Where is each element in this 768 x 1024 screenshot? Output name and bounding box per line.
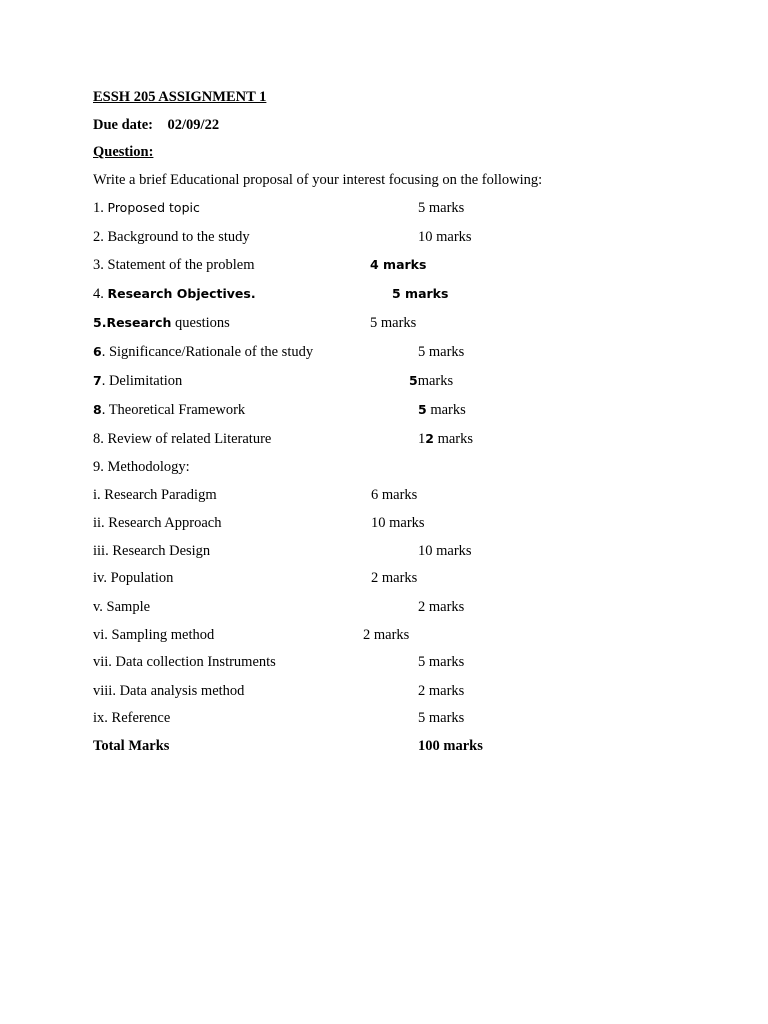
item-label: . Delimitation (101, 373, 183, 389)
instruction-text: Write a brief Educational proposal of your interest focusing on the following: (93, 172, 543, 188)
item-label: Background to the study (107, 229, 250, 245)
list-item: 3. Statement of the problem (93, 257, 255, 273)
list-item: 8. Review of related Literature (93, 431, 272, 447)
methodology-marks: 6 marks (371, 487, 418, 503)
list-item: 1. Proposed topic (93, 200, 200, 216)
item-label: Research Objectives. (107, 286, 256, 301)
methodology-marks: 2 marks (371, 570, 418, 586)
list-item: 2. Background to the study (93, 229, 250, 245)
item-marks: 10 marks (418, 229, 472, 245)
methodology-marks: 5 marks (418, 710, 465, 726)
list-item: 4. Research Objectives. (93, 286, 256, 302)
question-heading: Question: (93, 144, 154, 160)
methodology-item: iv. Population (93, 570, 174, 586)
item-marks: 5 marks (418, 344, 465, 360)
methodology-marks: 2 marks (418, 599, 465, 615)
methodology-marks: 10 marks (371, 515, 425, 531)
methodology-marks: 10 marks (418, 543, 472, 559)
list-item: 8. Theoretical Framework (93, 402, 246, 418)
methodology-marks: 2 marks (418, 683, 465, 699)
item-label: Proposed topic (107, 200, 200, 215)
item-label: Statement of the problem (107, 257, 255, 273)
item-marks: 5 marks (370, 315, 417, 331)
item-marks: 5 marks (392, 286, 449, 301)
item-label: . Theoretical Framework (101, 402, 246, 418)
list-item: 6. Significance/Rationale of the study (93, 344, 314, 360)
item-marks: 5 marks (418, 200, 465, 216)
methodology-item: i. Research Paradigm (93, 487, 217, 503)
assignment-title: ESSH 205 ASSIGNMENT 1 (93, 89, 267, 105)
due-date-value: 02/09/22 (167, 117, 220, 133)
item-marks: 5 marks (418, 402, 466, 418)
item-label: Review of related Literature (107, 431, 272, 447)
item-label: Methodology: (107, 459, 190, 475)
due-date-label: Due date: (93, 117, 154, 133)
methodology-item: v. Sample (93, 599, 151, 615)
methodology-item: ii. Research Approach (93, 515, 222, 531)
item-label: . Significance/Rationale of the study (101, 344, 314, 360)
due-date (93, 116, 219, 134)
item-marks: 5marks (409, 373, 454, 389)
methodology-item: iii. Research Design (93, 543, 211, 559)
methodology-item: vii. Data collection Instruments (93, 654, 276, 670)
list-item: 5.Research questions (93, 315, 230, 331)
list-item: 7. Delimitation (93, 373, 183, 389)
item-marks: 12 marks (418, 431, 474, 447)
total-marks: 100 marks (418, 738, 483, 754)
list-item: 9. Methodology: (93, 459, 190, 475)
methodology-item: vi. Sampling method (93, 627, 215, 643)
methodology-item: ix. Reference (93, 710, 171, 726)
methodology-marks: 5 marks (418, 654, 465, 670)
methodology-item: viii. Data analysis method (93, 683, 245, 699)
item-marks: 4 marks (370, 257, 427, 272)
total-label: Total Marks (93, 738, 170, 754)
item-label: Research (106, 315, 172, 330)
methodology-marks: 2 marks (363, 627, 410, 643)
